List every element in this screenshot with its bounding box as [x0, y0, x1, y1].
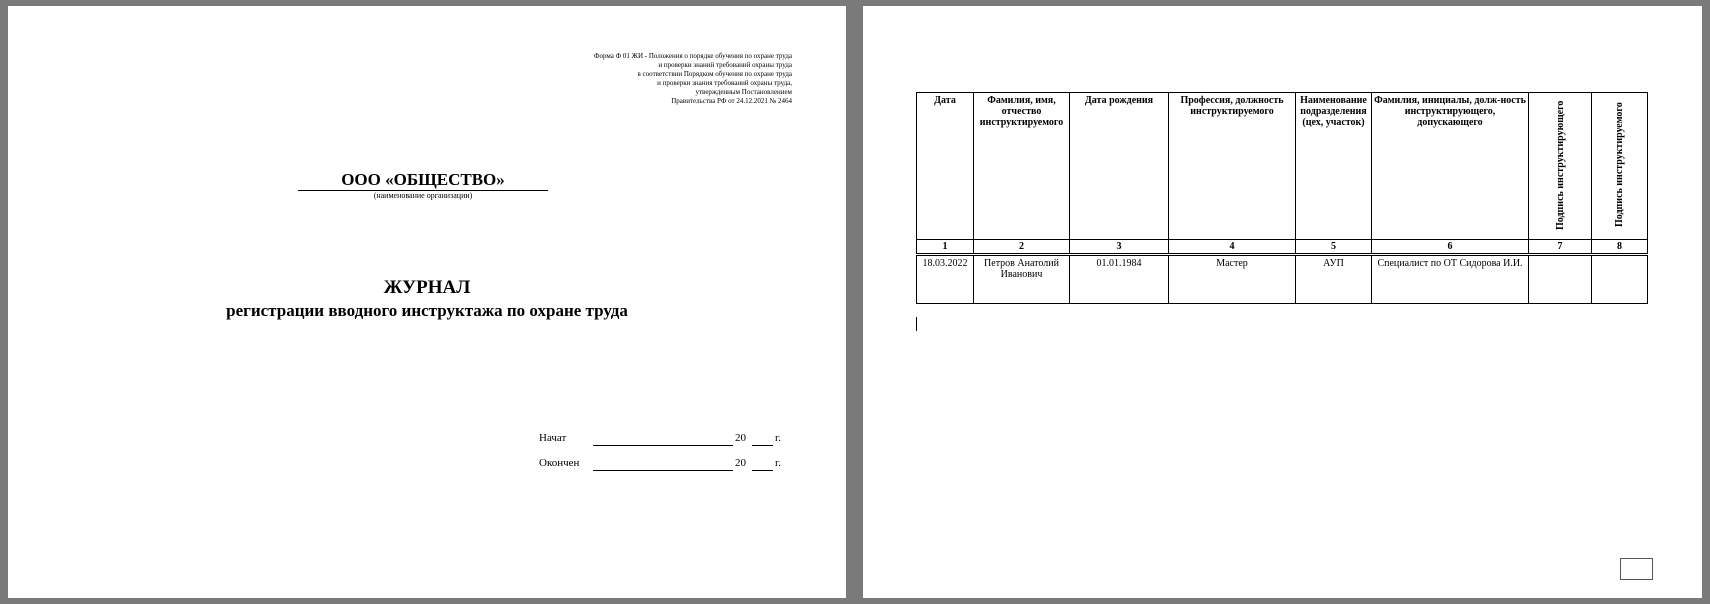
column-number-row: [917, 240, 1648, 255]
organization-caption: (наименование организации): [373, 191, 473, 200]
started-date-row: [539, 432, 799, 448]
page-corner-box: [1620, 558, 1653, 580]
ended-year-suffix: г.: [775, 457, 782, 469]
cell-profession[interactable]: Мастер: [1169, 255, 1296, 304]
column-number: 5: [1296, 240, 1372, 255]
ended-label: Окончен: [539, 457, 580, 469]
header-trainee-signature-text: Подпись инструктируемого: [1614, 102, 1625, 227]
ended-date-line: [593, 470, 733, 471]
cell-trainee-signature[interactable]: [1592, 255, 1648, 304]
cell-department[interactable]: АУП: [1296, 255, 1372, 304]
header-date: Дата: [917, 93, 974, 240]
cell-instructor-signature[interactable]: [1529, 255, 1592, 304]
form-note-line: в соответствии Порядком обучения по охране труда: [637, 70, 792, 78]
cell-full-name[interactable]: Петров Анатолий Иванович: [974, 255, 1070, 304]
header-trainee-signature: [1592, 93, 1648, 240]
started-date-line: [593, 445, 733, 446]
column-number: 2: [974, 240, 1070, 255]
form-reference-note: [462, 52, 792, 106]
header-birth-date: Дата рождения: [1070, 93, 1169, 240]
instruction-log-table: [916, 92, 1648, 304]
column-number: 1: [917, 240, 974, 255]
ended-year-line: [752, 470, 773, 471]
cover-page: [8, 6, 846, 598]
organization-name: ООО «ОБЩЕСТВО»: [298, 169, 548, 191]
header-instructor-signature: [1529, 93, 1592, 240]
header-full-name: Фамилия, имя, отчество инструктируемого: [974, 93, 1070, 240]
column-number: 3: [1070, 240, 1169, 255]
column-number: 6: [1372, 240, 1529, 255]
log-page: [863, 6, 1702, 598]
journal-subtitle: регистрации вводного инструктажа по охране труда: [226, 301, 628, 320]
cell-date[interactable]: 18.03.2022: [917, 255, 974, 304]
started-year-prefix: 20: [735, 432, 746, 444]
organization-block: [298, 169, 548, 201]
header-profession: Профессия, должность инструктируемого: [1169, 93, 1296, 240]
column-number: 7: [1529, 240, 1592, 255]
form-note-line: и проверки знаний требований охраны труда: [658, 61, 792, 69]
column-number: 4: [1169, 240, 1296, 255]
form-note-line: Правительства РФ от 24.12.2021 № 2464: [671, 97, 792, 105]
table-row: [917, 255, 1648, 304]
cell-birth-date[interactable]: 01.01.1984: [1070, 255, 1169, 304]
form-note-line: и проверки знания требований охраны труда,: [657, 79, 792, 87]
ended-date-row: [539, 457, 799, 473]
started-year-suffix: г.: [775, 432, 782, 444]
header-instructor-signature-text: Подпись инструктирующего: [1554, 99, 1566, 230]
started-year-line: [752, 445, 773, 446]
form-note-line: утвержденным Постановлением: [695, 88, 792, 96]
journal-title: ЖУРНАЛ: [383, 277, 471, 298]
cell-instructor[interactable]: Специалист по ОТ Сидорова И.И.: [1372, 255, 1529, 304]
column-number: 8: [1592, 240, 1648, 255]
header-department: Наименование подразделения (цех, участок): [1296, 93, 1372, 240]
text-cursor: [916, 317, 917, 331]
ended-year-prefix: 20: [735, 457, 746, 469]
header-instructor: Фамилия, инициалы, долж-ность инструктирующего, допускающего: [1372, 93, 1529, 240]
form-note-line: Форма Ф 01 ЖИ - Положения о порядке обучения по охране труда: [593, 52, 792, 60]
started-label: Начат: [539, 432, 567, 444]
table-header-row: [917, 93, 1648, 240]
